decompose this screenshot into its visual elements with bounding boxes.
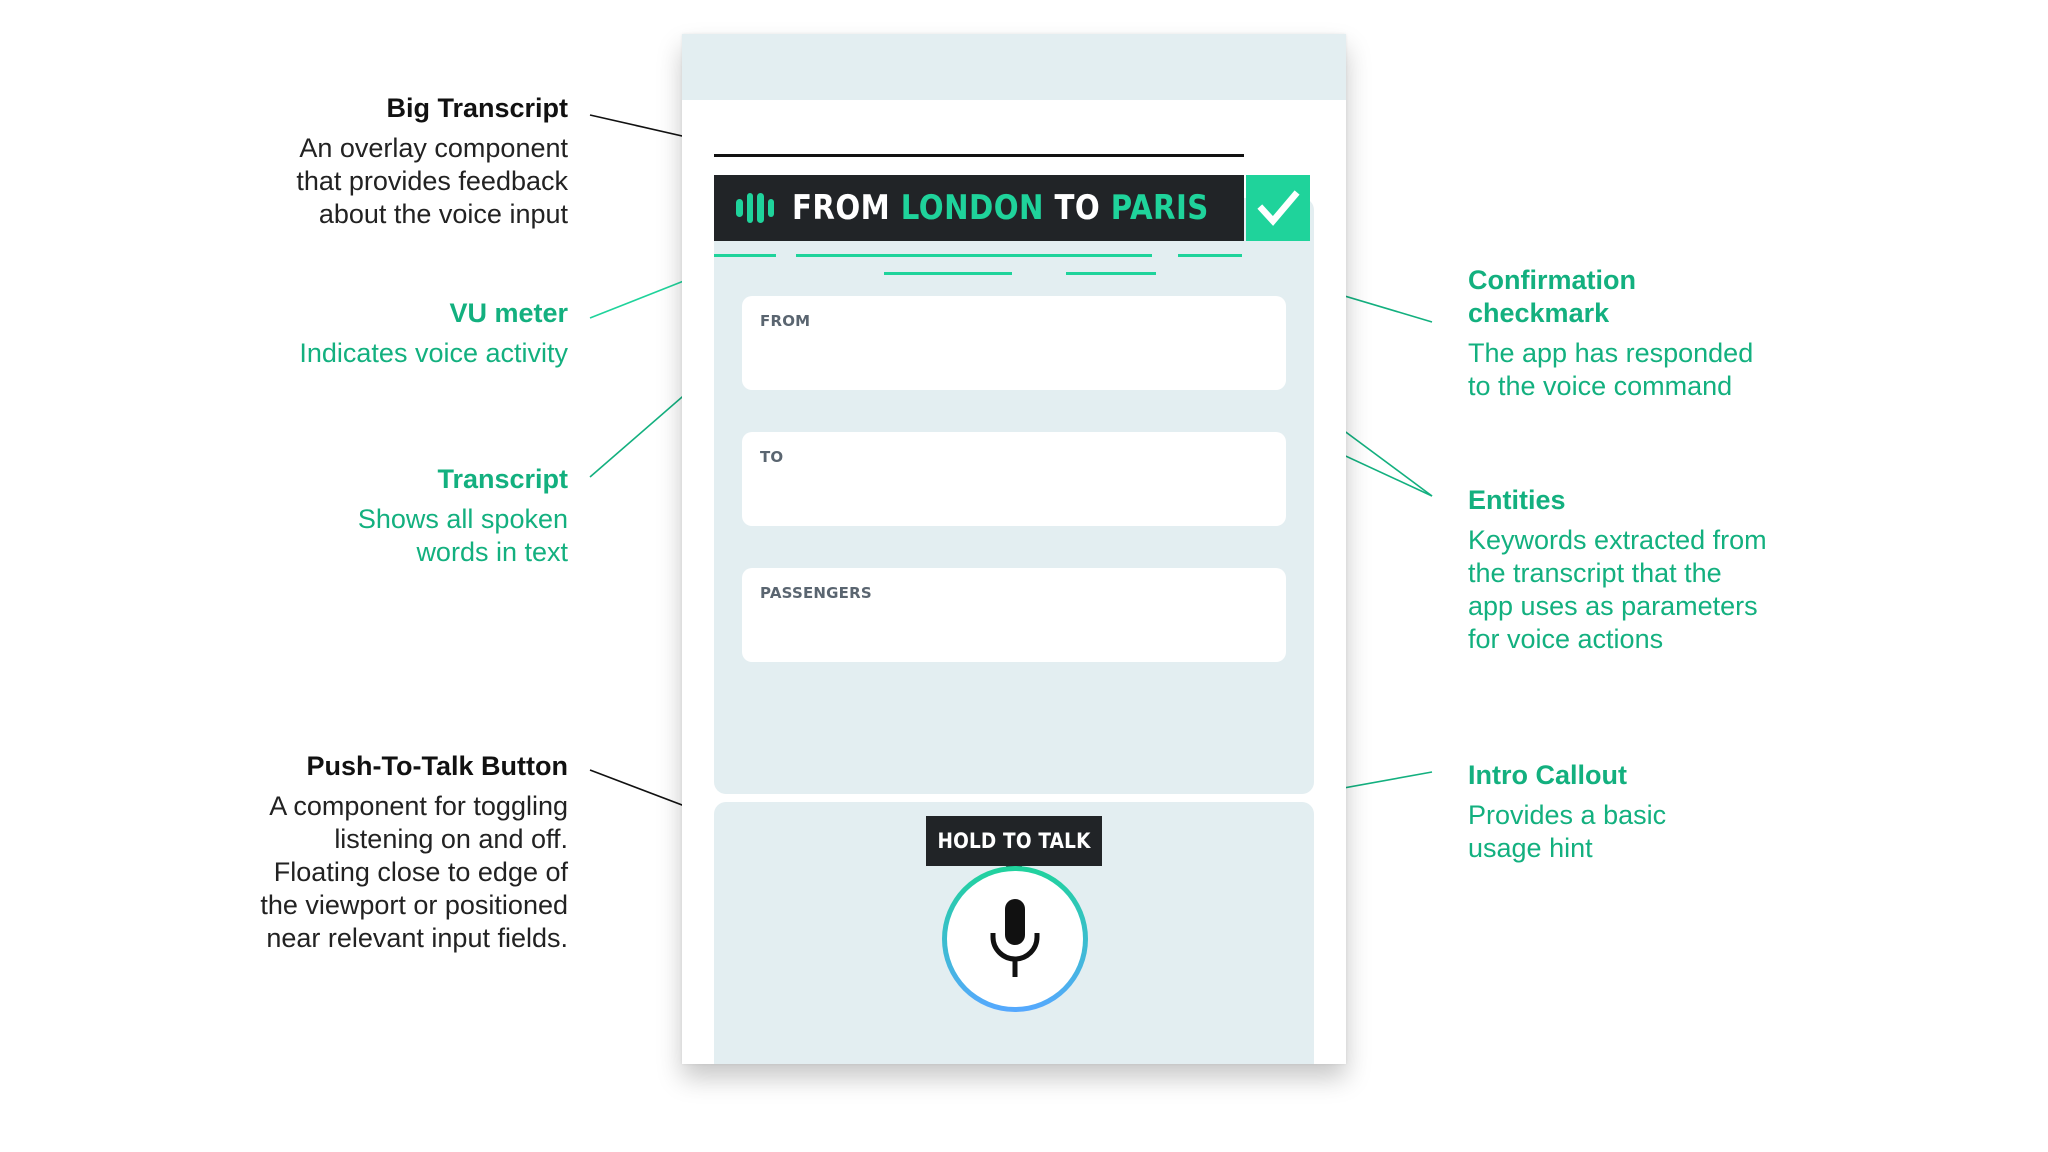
from-label: FROM	[760, 312, 811, 330]
vu-underline	[714, 254, 776, 257]
transcript-word: TO	[1054, 188, 1101, 228]
to-field[interactable]	[742, 432, 1286, 526]
annotation-desc: Shows all spoken words in text	[357, 504, 568, 567]
microphone-icon	[983, 897, 1047, 981]
annotation-title: Entities	[1468, 485, 1566, 515]
to-label: TO	[760, 448, 784, 466]
vu-meter-icon	[736, 193, 774, 223]
phone-mockup	[682, 34, 1346, 1064]
passengers-field[interactable]	[742, 568, 1286, 662]
check-underline	[1178, 254, 1242, 257]
annotation-desc: An overlay component that provides feedback about the voice input	[296, 133, 568, 229]
entity-underline-london	[884, 272, 1012, 275]
annotation-title: Transcript	[437, 464, 568, 494]
annotation-big-transcript	[8, 92, 568, 231]
checkmark-icon	[1246, 175, 1310, 241]
passengers-label: PASSENGERS	[760, 584, 872, 602]
annotation-desc: The app has responded to the voice command	[1468, 338, 1754, 401]
big-transcript	[714, 175, 1244, 241]
confirmation-checkmark	[1246, 175, 1310, 241]
transcript-word: FROM	[792, 188, 891, 228]
annotation-vu-meter	[8, 297, 568, 370]
callout-label: HOLD TO TALK	[937, 829, 1091, 853]
annotation-title: VU meter	[449, 298, 568, 328]
push-to-talk-inner[interactable]	[947, 871, 1083, 1007]
annotation-push-to-talk	[8, 750, 568, 955]
annotation-desc: Keywords extracted from the transcript that the app uses as parameters for voice actions	[1468, 525, 1767, 654]
transcript-underline	[796, 254, 1152, 257]
annotation-confirmation	[1468, 264, 2028, 403]
intro-callout	[926, 816, 1102, 866]
transcript-text	[792, 188, 1209, 228]
annotation-entities	[1468, 484, 2028, 656]
entity-word: LONDON	[900, 188, 1044, 228]
annotation-desc: A component for toggling listening on and off. Floating close to edge of the viewport or positioned near relevant input fields.	[260, 791, 568, 953]
annotation-desc: Indicates voice activity	[299, 338, 568, 368]
annotation-desc: Provides a basic usage hint	[1468, 800, 1667, 863]
annotation-title: Intro Callout	[1468, 760, 1627, 790]
push-to-talk-button[interactable]	[942, 866, 1088, 1012]
entity-underline-paris	[1066, 272, 1156, 275]
annotation-title: Big Transcript	[386, 93, 568, 123]
entity-word: PARIS	[1110, 188, 1209, 228]
annotation-intro-callout	[1468, 759, 2028, 865]
big-transcript-rule	[714, 154, 1244, 157]
app-header	[682, 34, 1346, 100]
annotation-title: Confirmation checkmark	[1468, 265, 1636, 328]
annotation-title: Push-To-Talk Button	[306, 751, 568, 781]
from-field[interactable]	[742, 296, 1286, 390]
annotation-transcript	[8, 463, 568, 569]
